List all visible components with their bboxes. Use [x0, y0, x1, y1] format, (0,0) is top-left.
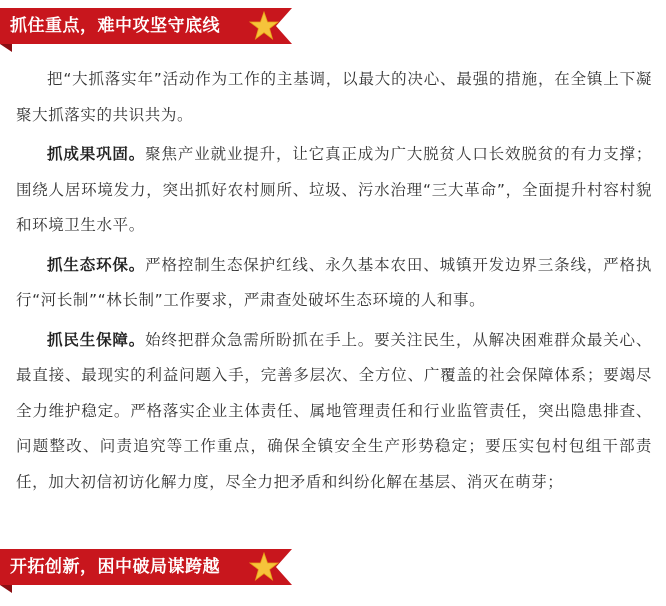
paragraph-lead: 抓成果巩固。 — [47, 145, 146, 163]
star-icon — [249, 11, 279, 41]
paragraph-text: 始终把群众急需所盼抓在手上。要关注民生，从解决困难群众最关心、最直接、最现实的利益问题入手，完善多层次、全方位、广覆盖的社会保障体系；要竭尽全力维护稳定。严格落实企业主体责任、属地管理责任和行业监管责任，突出隐患排查、问题整改、问责追究等工作重点，确保全镇安全生产形势稳定；要压实包村包组干部责任，加大初信初访化解力度，尽全力把矛盾和纠纷化解在基层、消灭在萌芽； — [16, 330, 652, 491]
paragraph-text: 把“大抓落实年”活动作为工作的主基调，以最大的决心、最强的措施，在全镇上下凝聚大抓落实的共识共为。 — [16, 70, 652, 124]
paragraph-text: 聚焦产业就业提升，让它真正成为广大脱贫人口长效脱贫的有力支撑；围绕人居环境发力，突出抓好农村厕所、垃圾、污水治理“三大革命”，全面提升村容村貌和环境卫生水平。 — [16, 145, 652, 234]
section-title: 抓住重点，难中攻坚守底线 — [10, 16, 220, 36]
section-banner-1 — [0, 8, 292, 52]
paragraph-ecology — [16, 248, 652, 319]
paragraph-lead: 抓生态环保。 — [47, 255, 146, 274]
article-body — [16, 62, 652, 504]
paragraph-text: 严格控制生态保护红线、永久基本农田、城镇开发边界三条线，严格执行“河长制”“林长制”工作要求，严肃查处破坏生态环境的人和事。 — [16, 255, 652, 309]
paragraph-lead: 抓民生保障。 — [47, 330, 146, 349]
section-title: 开拓创新，困中破局谋跨越 — [10, 557, 220, 577]
paragraph-achievements — [16, 137, 652, 244]
section-banner-2 — [0, 549, 292, 593]
paragraph-livelihood — [16, 323, 652, 501]
paragraph-intro — [16, 62, 652, 133]
star-icon — [249, 552, 279, 582]
